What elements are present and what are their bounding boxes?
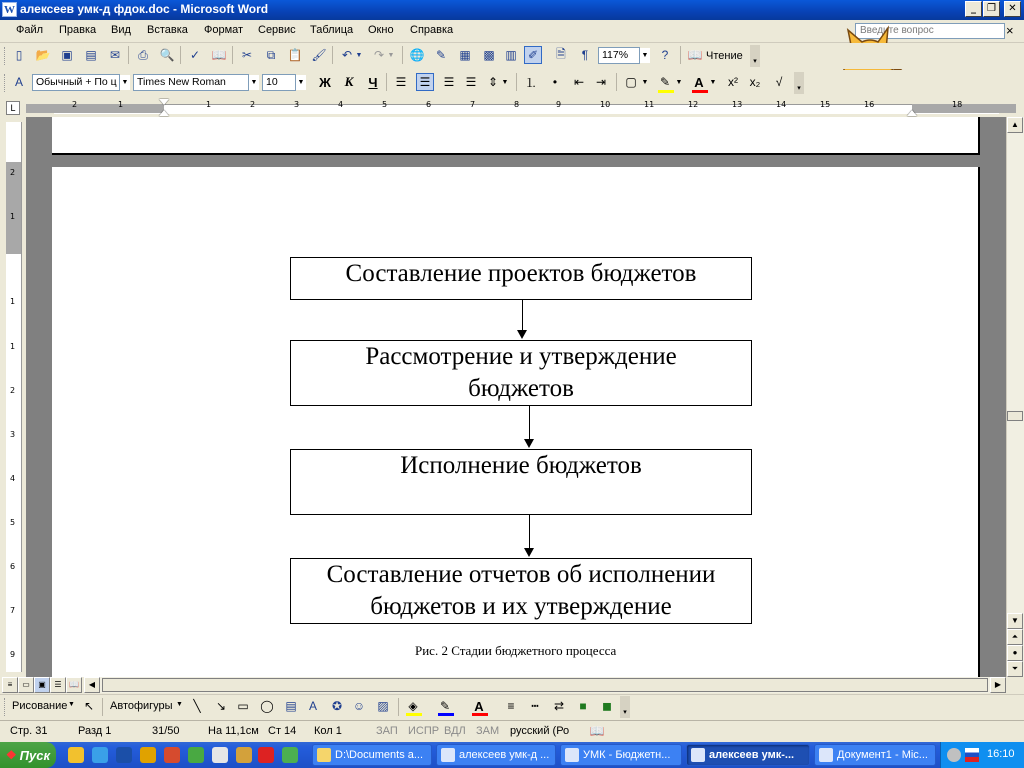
taskbar-button-umk[interactable] — [560, 744, 682, 766]
document-map-icon[interactable]: 🗎 — [556, 46, 566, 61]
ruler-number: 1 — [206, 100, 212, 109]
font-size-combo[interactable]: 10 — [262, 74, 296, 91]
arrow-style-icon[interactable]: ⇄ — [553, 699, 565, 713]
font-combo[interactable]: Times New Roman — [133, 74, 249, 91]
scroll-down-icon[interactable]: ▼ — [1007, 613, 1023, 629]
line-color-icon[interactable]: ✎ — [439, 699, 451, 713]
current-page[interactable] — [52, 167, 980, 677]
taskbar-button-document1[interactable] — [814, 744, 936, 766]
menu-tools[interactable]: Сервис — [258, 24, 296, 36]
word-quick-icon[interactable] — [116, 747, 132, 763]
ruler-number: 3 — [294, 100, 300, 109]
align-center-icon[interactable]: ☰ — [416, 73, 434, 91]
taskbar-button-label: алексеев умк-д ... — [459, 749, 550, 761]
taskbar-button-explorer[interactable] — [312, 744, 432, 766]
previous-page-icon[interactable]: ⏶ — [1007, 629, 1023, 645]
drawing-dropdown-icon[interactable]: ▼ — [68, 701, 75, 708]
highlight-color-swatch — [658, 90, 674, 93]
ie-icon[interactable] — [92, 747, 108, 763]
next-page-icon[interactable]: ⏷ — [1007, 661, 1023, 677]
toolbar-separator — [386, 73, 387, 91]
outline-view-icon[interactable]: ☰ — [50, 677, 66, 693]
fill-color-swatch — [406, 713, 422, 716]
ruler-number: 2 — [72, 100, 78, 109]
horizontal-ruler[interactable] — [26, 100, 1016, 117]
flowchart-arrow — [529, 406, 530, 439]
arrow-icon[interactable]: ↘ — [215, 699, 227, 713]
shadow-style-icon[interactable]: ■ — [579, 699, 587, 713]
volume-icon[interactable] — [947, 748, 961, 762]
print-layout-view-icon[interactable]: ▣ — [34, 677, 50, 693]
ruler-number: 12 — [688, 100, 699, 109]
status-language[interactable]: русский (Ро — [510, 725, 570, 737]
styles-formatting-icon[interactable]: A — [14, 75, 23, 89]
toolbar-separator — [680, 46, 681, 64]
font-dropdown-icon[interactable]: ▼ — [249, 75, 259, 90]
close-document-icon[interactable]: × — [1006, 23, 1014, 38]
scroll-up-icon[interactable]: ▲ — [1007, 117, 1023, 133]
3d-style-icon[interactable]: ◼ — [602, 699, 612, 713]
ruler-right-margin — [912, 104, 1016, 113]
fill-color-icon[interactable]: ◈ — [408, 699, 418, 713]
select-browse-object-icon[interactable]: ● — [1007, 645, 1023, 661]
start-button[interactable] — [0, 742, 56, 768]
messenger-icon[interactable] — [282, 747, 298, 763]
utility-icon[interactable] — [188, 747, 204, 763]
language-flag-icon[interactable] — [965, 748, 979, 762]
save-icon[interactable]: ▣ — [61, 48, 73, 62]
ruler-number: 7 — [470, 100, 476, 109]
copy-icon[interactable]: ⧉ — [266, 47, 276, 62]
columns-icon[interactable]: ▥ — [505, 48, 517, 62]
toolbar-separator — [232, 46, 233, 64]
previous-page[interactable] — [52, 117, 980, 155]
clip-art-icon[interactable]: ☺ — [352, 699, 366, 713]
reading-layout-icon[interactable]: 📖 — [687, 48, 703, 62]
flowchart-box-drafting[interactable]: Составление проектов бюджетов — [290, 257, 752, 300]
paste-icon[interactable]: 📋 — [287, 48, 303, 62]
menu-view[interactable]: Вид — [111, 24, 131, 36]
ruler-number: 9 — [556, 100, 562, 109]
toolbar-grip[interactable] — [4, 47, 8, 65]
wordart-icon[interactable]: A — [308, 699, 317, 713]
underline-button[interactable]: Ч — [368, 74, 378, 90]
word-doc-icon — [819, 748, 833, 762]
arrowhead-icon — [524, 439, 534, 448]
toolbar-grip[interactable] — [4, 74, 8, 92]
taskbar-button-label: Документ1 - Mic... — [837, 749, 928, 761]
word-doc-icon — [441, 748, 455, 762]
menu-edit[interactable]: Правка — [59, 24, 97, 36]
vruler-number: 4 — [10, 474, 16, 483]
status-track-changes[interactable]: ИСПР — [408, 725, 440, 737]
drawing-toolbar — [0, 694, 1024, 719]
folder-icon — [317, 748, 331, 762]
taskbar — [0, 742, 1024, 768]
right-indent-marker[interactable] — [907, 110, 917, 116]
highlight-icon[interactable]: ✎ — [659, 75, 671, 89]
spelling-icon[interactable]: ✓ — [189, 48, 201, 62]
vertical-ruler[interactable] — [6, 122, 22, 672]
line-color-swatch — [438, 713, 454, 716]
standard-toolbar — [0, 43, 1024, 69]
insert-table-icon[interactable]: ▦ — [459, 48, 471, 62]
line-icon[interactable]: ╲ — [193, 699, 201, 713]
status-section: Разд 1 — [78, 725, 112, 737]
vruler-number: 2 — [10, 386, 16, 395]
menu-insert[interactable]: Вставка — [147, 24, 188, 36]
vruler-number: 3 — [10, 430, 16, 439]
word-app-icon[interactable]: W — [4, 4, 15, 16]
font-color-dropdown-icon[interactable]: ▼ — [709, 78, 717, 86]
zoom-dropdown-icon[interactable]: ▼ — [640, 48, 650, 63]
redo-dropdown-icon[interactable]: ▼ — [387, 51, 395, 59]
toolbar-separator — [128, 46, 129, 64]
status-record[interactable]: ЗАП — [376, 725, 398, 737]
flowchart-arrow — [529, 515, 530, 548]
new-document-icon[interactable]: ▯ — [15, 48, 23, 62]
undo-dropdown-icon[interactable]: ▼ — [355, 51, 363, 59]
insert-excel-icon[interactable]: ▩ — [483, 48, 495, 62]
app-quick-icon[interactable] — [164, 747, 180, 763]
justify-icon[interactable]: ☰ — [465, 75, 477, 89]
vruler-number: 1 — [10, 212, 16, 221]
vruler-number: 7 — [10, 606, 16, 615]
taskbar-button-label: УМК - Бюджетн... — [583, 749, 671, 761]
scroll-right-icon[interactable]: ▶ — [990, 677, 1006, 693]
web-view-icon[interactable]: ▭ — [18, 677, 34, 693]
ruler-number: 6 — [426, 100, 432, 109]
title-bar — [0, 0, 1024, 20]
autoshapes-menu-button[interactable]: Автофигуры — [110, 700, 173, 712]
drawing-menu-button[interactable]: Рисование — [12, 700, 68, 712]
decrease-indent-icon[interactable]: ⇤ — [573, 75, 585, 89]
arrowhead-icon — [524, 548, 534, 557]
show-formatting-icon[interactable]: ¶ — [581, 48, 589, 62]
increase-indent-icon[interactable]: ⇥ — [595, 75, 607, 89]
horizontal-scroll-thumb[interactable] — [102, 678, 988, 692]
clock[interactable]: 16:10 — [987, 748, 1015, 760]
restore-button[interactable]: ❐ — [983, 1, 1000, 17]
open-folder-icon[interactable]: 📂 — [35, 48, 51, 62]
reading-layout-button[interactable]: Чтение — [706, 50, 743, 62]
format-painter-icon[interactable]: 🖌 — [311, 48, 327, 62]
undo-icon[interactable]: ↶ — [341, 48, 353, 62]
toolbar-separator — [332, 46, 333, 64]
chrome-icon[interactable] — [68, 747, 84, 763]
hanging-indent-marker[interactable] — [159, 110, 169, 116]
toolbar-options-icon[interactable]: ▾ — [750, 45, 760, 67]
help-icon[interactable]: ? — [661, 48, 669, 62]
taskbar-button-word-doc[interactable] — [436, 744, 556, 766]
ruler-number: 2 — [250, 100, 256, 109]
diagram-icon[interactable]: ✪ — [331, 699, 343, 713]
font-size-dropdown-icon[interactable]: ▼ — [296, 75, 306, 90]
italic-button[interactable]: К — [344, 74, 354, 89]
borders-dropdown-icon[interactable]: ▼ — [641, 78, 649, 86]
equation-icon[interactable]: √ — [775, 75, 783, 89]
system-tray — [940, 742, 1024, 768]
horizontal-scrollbar[interactable] — [84, 677, 1006, 693]
arrowhead-icon — [517, 330, 527, 339]
rectangle-icon[interactable]: ▭ — [237, 699, 249, 713]
archive-icon[interactable] — [236, 747, 252, 763]
taskbar-button-active-word[interactable] — [686, 744, 810, 766]
subscript-icon[interactable]: x₂ — [749, 75, 761, 89]
zoom-combo[interactable]: 117% — [598, 47, 640, 64]
ruler-number: 5 — [382, 100, 388, 109]
toolbar-separator — [398, 698, 399, 716]
bold-button[interactable]: Ж — [319, 74, 331, 90]
ruler-number: 11 — [644, 100, 655, 109]
select-objects-icon[interactable]: ↖ — [83, 699, 95, 713]
oval-icon[interactable]: ◯ — [260, 699, 274, 713]
research-icon[interactable]: 📖 — [211, 48, 227, 62]
menu-format[interactable]: Формат — [204, 24, 244, 36]
ruler-number: 18 — [952, 100, 963, 109]
drawing-font-color-icon[interactable]: A — [474, 698, 484, 714]
borders-icon[interactable]: ▢ — [625, 75, 637, 89]
status-position: На 11,1см — [208, 725, 259, 737]
tables-borders-icon[interactable]: ✎ — [435, 48, 447, 62]
ruler-track — [54, 104, 999, 114]
reading-view-icon[interactable]: 📖 — [66, 677, 82, 693]
hyperlink-icon[interactable]: 🌐 — [409, 48, 425, 62]
status-bar — [0, 720, 1024, 743]
style-combo[interactable]: Обычный + По ц — [32, 74, 120, 91]
line-spacing-icon[interactable]: ⇕ — [487, 75, 499, 89]
vruler-number: 2 — [10, 168, 16, 177]
menu-window[interactable]: Окно — [368, 24, 394, 36]
ask-question-input[interactable]: Введите вопрос — [855, 23, 1005, 39]
redo-icon[interactable]: ↷ — [373, 48, 385, 62]
status-overtype[interactable]: ЗАМ — [476, 725, 500, 737]
start-button-label: Пуск — [19, 747, 51, 763]
taskbar-button-label: алексеев умк-... — [709, 749, 795, 761]
highlight-dropdown-icon[interactable]: ▼ — [675, 78, 683, 86]
superscript-icon[interactable]: x² — [728, 75, 738, 89]
vertical-scroll-thumb[interactable] — [1007, 411, 1023, 421]
word-doc-icon — [565, 748, 579, 762]
toolbar-separator — [180, 46, 181, 64]
print-icon[interactable]: ⎙ — [138, 47, 148, 62]
ruler-number: 4 — [338, 100, 344, 109]
vruler-number: 1 — [10, 342, 16, 351]
ruler-number: 10 — [600, 100, 611, 109]
acrobat-icon[interactable] — [258, 747, 274, 763]
email-icon[interactable]: ✉ — [109, 48, 121, 62]
ruler-number: 15 — [820, 100, 831, 109]
tab-selector[interactable]: L — [6, 101, 20, 115]
ruler-number: 14 — [776, 100, 787, 109]
formatting-toolbar — [0, 70, 1024, 96]
first-line-indent-marker[interactable] — [159, 99, 169, 105]
calculator-icon[interactable] — [212, 747, 228, 763]
line-spacing-dropdown-icon[interactable]: ▼ — [501, 78, 509, 86]
font-color-swatch — [692, 90, 708, 93]
ruler-number: 13 — [732, 100, 743, 109]
style-dropdown-icon[interactable]: ▼ — [120, 75, 130, 90]
vruler-number: 5 — [10, 518, 16, 527]
window-title: алексеев умк-д фдок.doc - Microsoft Word — [20, 2, 269, 16]
drawing-font-color-swatch — [472, 713, 488, 716]
text-box-icon[interactable]: ▤ — [285, 699, 297, 713]
windows-logo-icon: ❖ — [5, 748, 17, 762]
drawing-toggle-icon[interactable]: ✐ — [524, 46, 542, 64]
status-page: Стр. 31 — [10, 725, 48, 737]
print-preview-icon[interactable]: 🔍 — [159, 48, 175, 62]
status-line: Ст 14 — [268, 725, 297, 737]
font-color-icon[interactable]: A — [694, 74, 704, 90]
menu-table[interactable]: Таблица — [310, 24, 354, 36]
toolbar-options-icon[interactable]: ▾ — [620, 696, 630, 718]
toolbar-grip[interactable] — [4, 698, 8, 716]
vruler-number: 1 — [10, 297, 16, 306]
align-left-icon[interactable]: ☰ — [395, 75, 407, 89]
ruler-number: 16 — [864, 100, 875, 109]
flowchart-box-review[interactable]: Рассмотрение и утверждение бюджетов — [290, 340, 752, 406]
ruler-number: 1 — [118, 100, 124, 109]
ruler-number: 8 — [514, 100, 520, 109]
taskbar-button-label: D:\Documents a... — [335, 749, 424, 761]
status-pages: 31/50 — [152, 725, 180, 737]
scroll-left-icon[interactable]: ◀ — [84, 677, 100, 693]
toolbar-separator — [102, 698, 103, 716]
autoshapes-dropdown-icon[interactable]: ▼ — [176, 701, 183, 708]
document-workspace[interactable] — [26, 117, 1006, 677]
bullets-icon[interactable]: • — [552, 75, 558, 89]
menu-file[interactable]: Файл — [16, 24, 44, 36]
normal-view-icon[interactable]: ≡ — [2, 677, 18, 693]
align-right-icon[interactable]: ☰ — [443, 75, 455, 89]
flowchart-box-execution[interactable]: Исполнение бюджетов — [290, 449, 752, 515]
toolbar-separator — [402, 46, 403, 64]
toolbar-separator — [516, 73, 517, 91]
toolbar-options-icon[interactable]: ▾ — [794, 72, 804, 94]
status-extend[interactable]: ВДЛ — [444, 725, 466, 737]
flowchart-arrow — [522, 300, 523, 330]
vruler-number: 6 — [10, 562, 16, 571]
spelling-status-icon[interactable]: 📖 — [589, 724, 605, 738]
toolbar-separator — [616, 73, 617, 91]
pen-icon[interactable] — [140, 747, 156, 763]
cut-icon[interactable]: ✂ — [241, 48, 253, 62]
status-column: Кол 1 — [314, 725, 342, 737]
close-button[interactable]: ✕ — [1004, 1, 1021, 17]
vertical-scrollbar[interactable] — [1006, 117, 1024, 677]
flowchart-box-reporting[interactable]: Составление отчетов об исполнении бюджетов и их утверждение — [290, 558, 752, 624]
minimize-button[interactable]: _ — [965, 1, 982, 17]
ruler-left-margin — [26, 104, 164, 113]
dash-style-icon[interactable]: ┅ — [531, 699, 539, 713]
numbering-icon[interactable]: ⒈ — [524, 75, 537, 90]
menu-help[interactable]: Справка — [410, 24, 454, 36]
permission-icon[interactable]: ▤ — [85, 48, 97, 62]
vruler-number: 9 — [10, 650, 16, 659]
line-style-icon[interactable]: ≡ — [507, 699, 515, 713]
word-doc-icon — [691, 748, 705, 762]
picture-icon[interactable]: ▨ — [377, 699, 389, 713]
figure-caption: Рис. 2 Стадии бюджетного процесса — [415, 643, 617, 658]
